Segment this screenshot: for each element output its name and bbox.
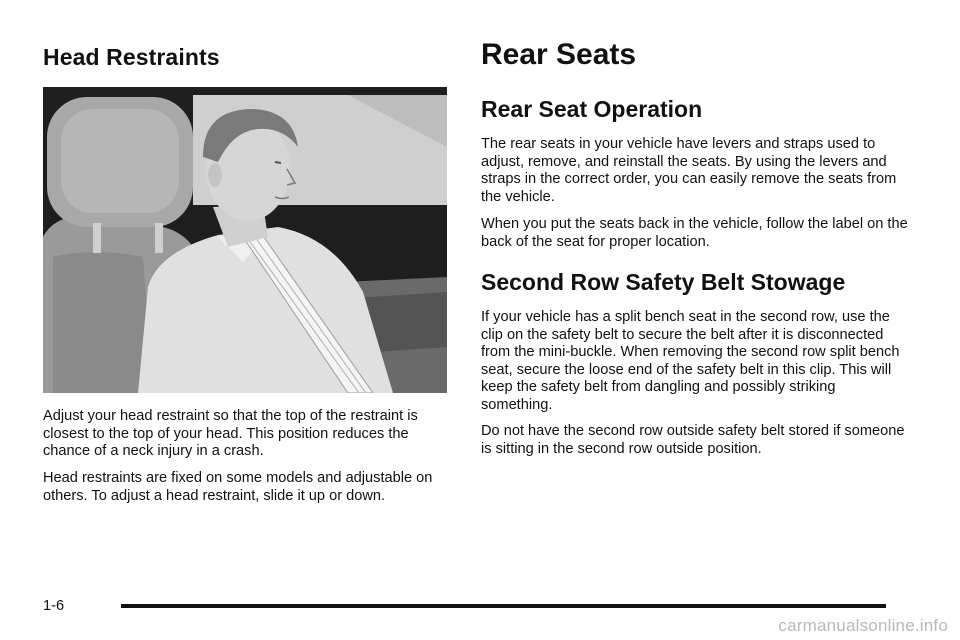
rear-seat-operation-paragraph-2: When you put the seats back in the vehicle, follow the label on the back of the seat for proper location.: [481, 216, 908, 250]
head-restraint-paragraph-1: Adjust your head restraint so that the top of the restraint is closest to the top of your head. This position reduces the chance of a neck injury in a crash.: [43, 408, 418, 460]
section-title-rear-seats: Rear Seats: [481, 38, 637, 71]
section-title-head-restraints: Head Restraints: [43, 44, 220, 70]
footer-rule: [121, 604, 886, 608]
heading-rear-seat-operation: Rear Seat Operation: [481, 96, 703, 122]
belt-stowage-paragraph-1: If your vehicle has a split bench seat in the second row, use the clip on the safety belt to secure the belt after it is disconnected from the mini-buckle. When removing the second row split bench seat, secure the loose end of the safety belt in this clip. This will keep the safety belt from dangling and possibly striking something.: [481, 309, 900, 413]
page-number: 1-6: [43, 598, 65, 614]
heading-second-row-belt-stowage: Second Row Safety Belt Stowage: [481, 269, 846, 295]
head-restraint-illustration: [43, 87, 447, 393]
man-in-seat-image: [43, 87, 447, 393]
head-restraint-paragraph-2: Head restraints are fixed on some models and adjustable on others. To adjust a head restraint, slide it up or down.: [43, 470, 433, 504]
rear-seat-operation-paragraph-1: The rear seats in your vehicle have levers and straps used to adjust, remove, and reinstall the seats. By using the levers and straps in the correct order, you can easily remove the seats from the vehicle.: [481, 136, 897, 205]
belt-stowage-paragraph-2: Do not have the second row outside safety belt stored if someone is sitting in the second row outside position.: [481, 423, 905, 457]
watermark-text: carmanualsonline.info: [778, 616, 948, 635]
